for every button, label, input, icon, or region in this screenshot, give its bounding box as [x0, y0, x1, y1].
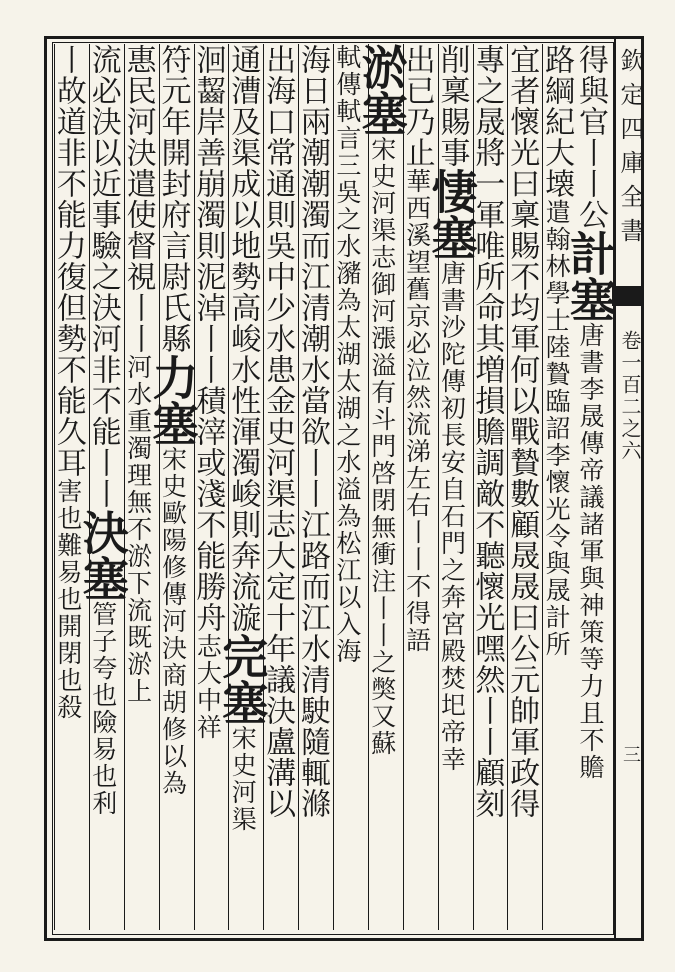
- text-segment: 出已乃止: [399, 44, 435, 168]
- text-column: [215, 44, 270, 930]
- text-column: [260, 44, 299, 930]
- text-segment: 唐書李晟傳帝議諸軍與神策等力且不贍: [576, 322, 605, 781]
- text-segment: 丨故道非不能力復但勢不能久耳: [50, 44, 86, 478]
- text-segment: 洄齧岸善崩濁則泥淖丨丨積滓或淺不能勝舟: [190, 44, 226, 633]
- text-segment: 出海口常通則吳中少水患金史河渠志大定十年議決盧溝以: [260, 44, 296, 819]
- text-column: [145, 44, 200, 930]
- text-column: [50, 44, 90, 930]
- text-segment: 唐書沙陀傳初長安自石門之奔宮殿焚圯帝幸: [437, 260, 467, 773]
- text-segment: 志大中祥: [193, 633, 223, 741]
- text-segment: 宋史河渠志御河漲溢有斗門啓閉無衝注丨丨之獘又蘇: [367, 136, 397, 757]
- text-column: [354, 44, 409, 930]
- volume-number: 卷一百二之六: [618, 330, 642, 462]
- text-segment: 遣翰林學士陸贄臨詔李懷光令與晟計所: [542, 199, 572, 658]
- text-segment: 惠民河決遣使督視丨丨: [120, 44, 156, 354]
- text-segment: 符元年開封府言尉氏縣: [155, 44, 191, 354]
- entry-heading: 力塞: [145, 354, 200, 446]
- text-column: [399, 44, 439, 930]
- text-segment: 通漕及渠成以地勢高峻水性渾濁峻則奔流漩: [225, 44, 261, 633]
- text-segment: 削稟賜事: [434, 44, 470, 168]
- text-column: [424, 44, 479, 930]
- text-column: [563, 44, 617, 930]
- text-segment: 軾傳軾言三吳之水瀦為太湖太湖之水溢為松江以入海: [332, 44, 362, 665]
- text-column: [333, 44, 369, 930]
- text-column: [504, 44, 543, 930]
- text-column: [75, 44, 130, 930]
- text-column: [295, 44, 334, 930]
- entry-heading: 悽塞: [424, 168, 479, 260]
- book-title: 欽定四庫全書: [616, 48, 644, 252]
- text-segment: 管子夸也險易也利: [88, 601, 118, 817]
- text-segment: 害也難易也開閉也殺: [53, 478, 83, 721]
- entry-heading: 計塞: [563, 230, 617, 322]
- text-segment: 流必決以近事驗之決河非不能丨丨: [85, 44, 121, 509]
- text-column: [539, 44, 578, 930]
- text-segment: 河水重濁理無不淤下流既淤上: [123, 354, 153, 705]
- text-segment: 得與官丨丨公: [573, 44, 608, 230]
- text-segment: 專之晟將一軍唯所命其増損贍調敵不聽懷光嘿然丨丨顧刻: [469, 44, 505, 819]
- entry-heading: 決塞: [75, 509, 130, 601]
- entry-heading: 淤塞: [354, 44, 409, 136]
- text-column: [190, 44, 230, 930]
- text-segment: 宋史河渠: [228, 725, 258, 833]
- text-column: [120, 44, 160, 930]
- text-segment: 海日兩潮潮濁而江清潮水當欲丨丨江路而江水清駛隨輒滌: [295, 44, 330, 819]
- text-segment: 路綱紀大壊: [539, 44, 575, 199]
- text-segment: 華西溪望舊京必泣然流涕左右丨丨不得語: [402, 168, 432, 654]
- page-mark: 三: [620, 745, 641, 763]
- text-segment: 宜者懷光曰稟賜不均軍何以戰贄數顧晟晟曰公元帥軍政得: [504, 44, 540, 819]
- entry-heading: 完塞: [215, 633, 270, 725]
- text-segment: 宋史歐陽修傳河決商胡修以為: [158, 446, 188, 797]
